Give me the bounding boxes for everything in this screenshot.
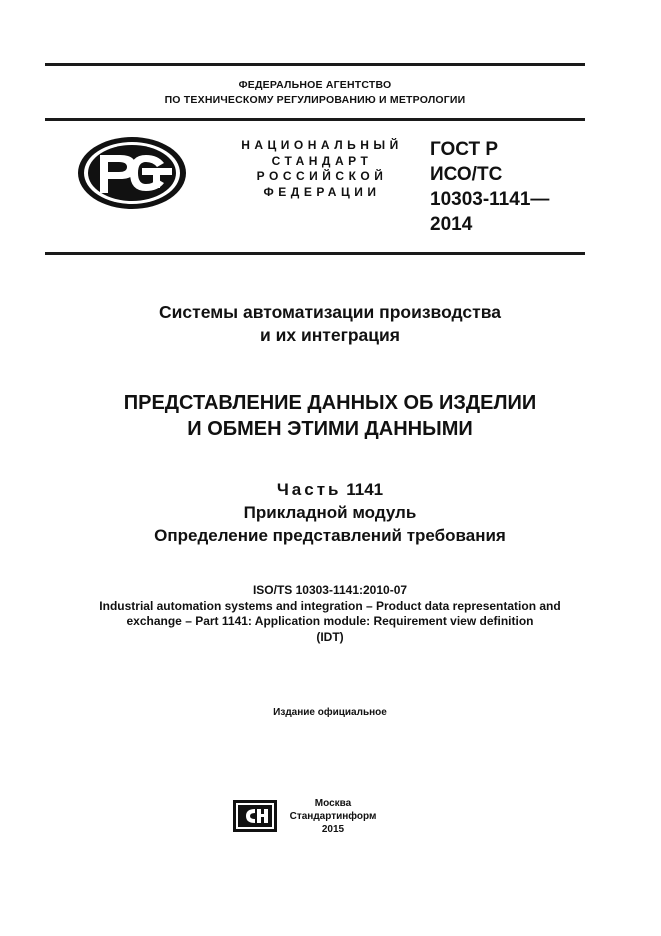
publisher-city: Москва [314, 798, 352, 809]
part-line-1: Прикладной модуль [243, 503, 417, 522]
top-rule [45, 63, 585, 66]
main-title-line-1: ПРЕДСТАВЛЕНИЕ ДАННЫХ ОБ ИЗДЕЛИИ [123, 392, 537, 414]
main-title [30, 390, 630, 442]
series-line-1: Системы автоматизации производства [159, 302, 501, 322]
part-title [30, 478, 630, 547]
standartinform-logo-icon [233, 800, 277, 832]
part-line-2: Определение представлений требования [154, 526, 506, 545]
designation-line-4: 2014 [430, 214, 473, 235]
iso-line-2: Industrial automation systems and integration – Product data representation and [99, 598, 561, 613]
agency-line-2: ПО ТЕХНИЧЕСКОМУ РЕГУЛИРОВАНИЮ И МЕТРОЛОГИИ [164, 94, 466, 106]
agency-name [45, 78, 585, 108]
iso-reference [30, 583, 630, 645]
publisher-name: Стандартинформ [289, 811, 377, 822]
part-label: Часть [276, 480, 342, 499]
iso-line-1: ISO/TS 10303-1141:2010-07 [252, 583, 408, 597]
natstd-line-1: НАЦИОНАЛЬНЫЙ [241, 138, 403, 152]
designation-line-2: ИСО/ТС [430, 164, 503, 185]
part-heading [30, 478, 630, 501]
iso-line-3: exchange – Part 1141: Application module: Requirement view definition [126, 614, 534, 628]
natstd-line-4: ФЕДЕРАЦИИ [263, 184, 381, 199]
title-rule [45, 252, 585, 255]
series-title [30, 301, 630, 347]
series-line-2: и их интеграция [259, 325, 401, 345]
edition-label: Издание официальное [273, 707, 387, 718]
natstd-line-2: СТАНДАРТ [271, 153, 373, 168]
part-number: 1141 [346, 480, 384, 499]
header-rule [45, 118, 585, 121]
designation-line-1: ГОСТ Р [430, 139, 499, 160]
iso-line-4: (IDT) [316, 629, 344, 644]
designation-line-3: 10303-1141— [430, 189, 550, 210]
agency-line-1: ФЕДЕРАЛЬНОЕ АГЕНТСТВО [238, 79, 392, 91]
publisher-year: 2015 [321, 824, 345, 835]
national-standard-label [228, 138, 416, 200]
rst-certification-logo-icon [76, 135, 188, 211]
publisher-info [283, 797, 383, 836]
main-title-line-2: И ОБМЕН ЭТИМИ ДАННЫМИ [187, 418, 473, 440]
standard-designation [430, 137, 590, 237]
natstd-line-3: РОССИЙСКОЙ [256, 169, 388, 183]
